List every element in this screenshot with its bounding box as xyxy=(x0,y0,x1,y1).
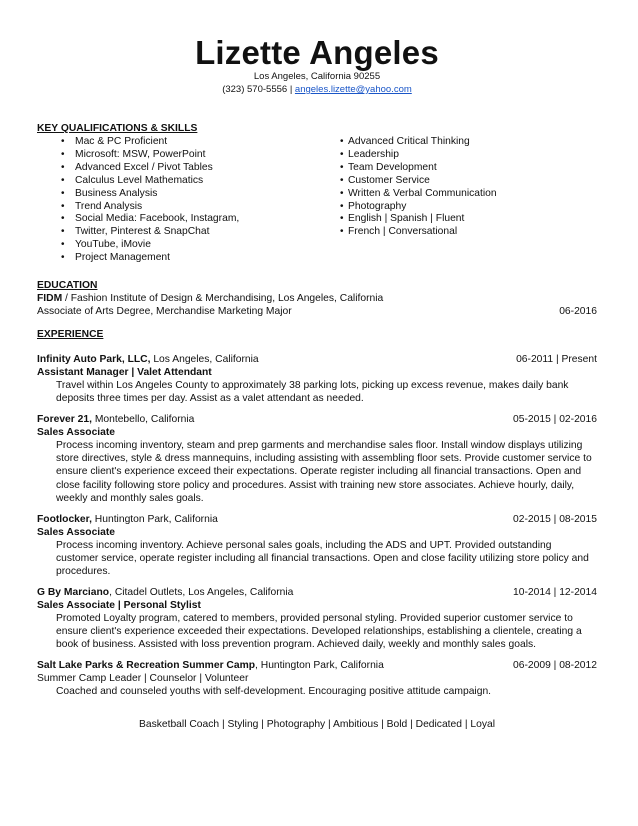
job-header xyxy=(37,513,597,526)
job-dates: 10-2014 | 12-2014 xyxy=(513,587,597,598)
job-description-line: ensure client's experience exceeded their expectations. Developed relationships, establishing a clientele, creating a xyxy=(56,626,582,638)
education-school xyxy=(37,292,597,305)
company-name: Infinity Auto Park, LLC, xyxy=(37,354,151,366)
contact-separator: | xyxy=(289,84,293,95)
skill-item: • Customer Service xyxy=(313,175,597,188)
job-description-line: Process incoming inventory, steam and prep garments and merchandise sales floor. Install window displays utilizing xyxy=(56,440,583,452)
job-description-line: close facility following store policy and procedures. Assist with training new store associates. Achieve hourly, daily, xyxy=(56,479,575,491)
job-employer xyxy=(37,586,293,599)
skill-item: • Photography xyxy=(313,201,597,214)
job-entry xyxy=(37,586,597,651)
footer-traits: Basketball Coach | Styling | Photography | Ambitious | Bold | Dedicated | Loyal xyxy=(138,719,496,731)
contact-line xyxy=(37,83,597,96)
job-role: Sales Associate | Personal Stylist xyxy=(37,600,201,611)
skill-item: • English | Spanish | Fluent xyxy=(313,213,597,226)
education-degree-row xyxy=(37,305,597,318)
job-role: Summer Camp Leader | Counselor | Volunteer xyxy=(37,673,249,685)
job-header xyxy=(37,659,597,672)
job-role: Sales Associate xyxy=(37,427,116,439)
resume-page xyxy=(37,36,597,731)
skill-item: • YouTube, iMovie xyxy=(37,239,313,252)
company-location: , Citadel Outlets, Los Angeles, California xyxy=(109,587,294,598)
company-name: Forever 21, xyxy=(37,414,92,426)
job-description-line: Promoted Loyalty program, catered to members, provided personal styling. Provided superior customer service to xyxy=(56,613,573,624)
skill-item: • Advanced Excel / Pivot Tables xyxy=(37,162,313,175)
job-entry xyxy=(37,659,597,698)
job-entry xyxy=(37,353,597,405)
skill-item: • Business Analysis xyxy=(37,188,313,201)
skill-item: • Trend Analysis xyxy=(37,201,313,214)
school-abbreviation: FIDM xyxy=(37,293,63,305)
job-role: Assistant Manager | Valet Attendant xyxy=(37,367,212,379)
job-description-line: customer service, operate register including all financial transactions. Open and close facility utilizing store policy and xyxy=(56,552,589,564)
qualifications-heading: KEY QUALIFICATIONS & SKILLS xyxy=(37,123,198,134)
company-name: Footlocker, xyxy=(37,513,92,525)
job-dates: 05-2015 | 02-2016 xyxy=(513,414,597,426)
job-description-line: procedures. xyxy=(56,565,111,577)
skill-item: • Twitter, Pinterest & SnapChat xyxy=(37,226,313,239)
job-description-line: book of business. Assisted with loss prevention program. Achieved daily, weekly and monthly sales goals. xyxy=(56,639,537,651)
education-heading: EDUCATION xyxy=(37,280,98,292)
company-name: Salt Lake Parks & Recreation Summer Camp xyxy=(37,660,256,672)
job-entry xyxy=(37,513,597,578)
job-description-line: Process incoming inventory. Achieve personal sales goals, including the ADS and UPT. Provided outstanding xyxy=(56,539,552,551)
skill-item: • Calculus Level Mathematics xyxy=(37,175,313,188)
job-header xyxy=(37,413,597,426)
skill-item: • French | Conversational xyxy=(313,226,597,239)
degree: Associate of Arts Degree, Merchandise Marketing Major xyxy=(37,306,292,318)
job-description-line: Coached and counseled youths with self-development. Encouraging positive attitude campaign. xyxy=(56,686,492,698)
job-entry xyxy=(37,413,597,504)
job-header xyxy=(37,586,597,599)
company-location: Los Angeles, California xyxy=(150,354,259,366)
job-employer xyxy=(37,513,218,526)
skill-item: • Project Management xyxy=(37,252,313,265)
skill-item: • Leadership xyxy=(313,149,597,162)
job-description-line: Travel within Los Angeles County to approximately 38 parking lots, picking up excess revenue, makes daily bank xyxy=(56,380,569,392)
job-dates: 06-2009 | 08-2012 xyxy=(513,660,597,672)
school-name: / Fashion Institute of Design & Merchandising, Los Angeles, California xyxy=(62,293,384,305)
experience-heading: EXPERIENCE xyxy=(37,329,104,341)
job-description-line: store directives, style & dress mannequins, including assisting with assembling floor sets. Provide customer service to xyxy=(56,453,592,465)
address: Los Angeles, California 90255 xyxy=(253,71,381,82)
skill-item: • Mac & PC Proficient xyxy=(37,136,313,149)
job-employer xyxy=(37,659,384,672)
job-employer xyxy=(37,353,259,366)
candidate-name: Lizette Angeles xyxy=(195,34,439,71)
email-link[interactable]: angeles.lizette@yahoo.com xyxy=(294,84,412,95)
skills-list-right xyxy=(313,136,597,265)
skill-item: • Advanced Critical Thinking xyxy=(313,136,597,149)
job-header xyxy=(37,353,597,366)
job-employer xyxy=(37,413,194,426)
skill-item: • Microsoft: MSW, PowerPoint xyxy=(37,149,313,162)
job-dates: 06-2011 | Present xyxy=(516,354,597,366)
skill-item: • Social Media: Facebook, Instagram, xyxy=(37,213,313,226)
skills-columns xyxy=(37,136,597,265)
company-location: Montebello, California xyxy=(91,414,195,426)
degree-date: 06-2016 xyxy=(559,306,597,318)
skill-item: • Written & Verbal Communication xyxy=(313,188,597,201)
job-dates: 02-2015 | 08-2015 xyxy=(513,513,597,525)
job-description-line: ensure client's experience exceed their expectations. Operate register including all financial transactions. Open and xyxy=(56,466,582,478)
job-description-line: deposits three times per day. Assist as a valet attendant as needed. xyxy=(56,393,364,405)
job-role: Sales Associate xyxy=(37,526,116,538)
experience-list xyxy=(37,353,597,698)
company-name: G By Marciano xyxy=(37,587,110,598)
company-location: Huntington Park, California xyxy=(91,513,218,525)
skill-item: • Team Development xyxy=(313,162,597,175)
skills-list-left xyxy=(37,136,313,265)
company-location: , Huntington Park, California xyxy=(255,660,384,672)
phone: (323) 570-5556 xyxy=(222,84,288,95)
job-description-line: weekly and monthly sales goals. xyxy=(56,492,204,504)
